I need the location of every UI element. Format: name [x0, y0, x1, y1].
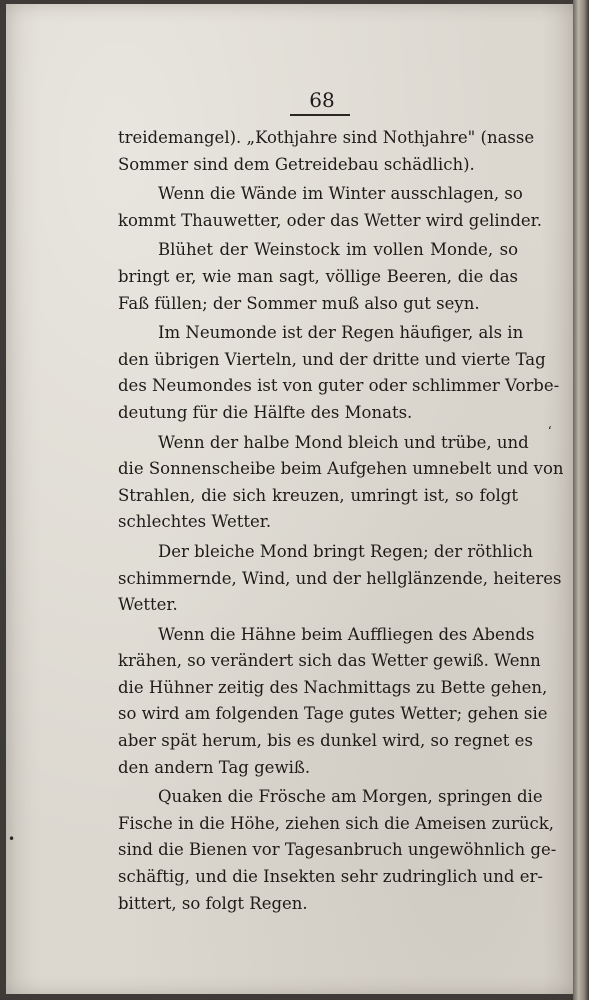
text-line: die Hühner zeitig des Nachmittags zu Bette gehen, — [118, 677, 548, 697]
text-line: Sommer sind dem Getreidebau schädlich). — [118, 154, 475, 174]
text-line: Quaken die Frösche am Morgen, springen die — [158, 787, 543, 807]
text-line: den übrigen Vierteln, und der dritte und vierte Tag — [118, 349, 546, 369]
text-line: bittert, so folgt Regen. — [118, 893, 308, 913]
page-number: 68 — [309, 88, 335, 112]
text-line: bringt er, wie man sagt, völlige Beeren, die das — [118, 266, 518, 286]
paragraph — [118, 784, 557, 917]
text-line: krähen, so verändert sich das Wetter gewiß. Wenn — [118, 651, 541, 671]
text-line: Fische in die Höhe, ziehen sich die Ameisen zurück, — [118, 813, 555, 833]
text-line: Wetter. — [118, 595, 178, 615]
text-line: Blühet der Weinstock im vollen Monde, so — [158, 240, 518, 260]
text-line: Wenn der halbe Mond bleich und trübe, und — [158, 432, 529, 452]
text-line: kommt Thauwetter, oder das Wetter wird gelinder. — [118, 210, 542, 230]
margin-speck: ‘ — [548, 424, 552, 438]
paragraph — [118, 622, 548, 785]
paragraph — [118, 237, 518, 320]
text-line: aber spät herum, bis es dunkel wird, so regnet es — [118, 731, 533, 751]
text-line: schäftig, und die Insekten sehr zudringlich und er- — [118, 867, 543, 887]
book-spine-edge — [573, 0, 589, 1000]
paragraph — [118, 320, 560, 429]
text-line: Im Neumonde ist der Regen häufiger, als in — [158, 323, 524, 343]
text-line: schlechtes Wetter. — [118, 512, 272, 532]
paragraph — [118, 430, 564, 539]
text-line: sind die Bienen vor Tagesanbruch ungewöhnlich ge- — [118, 840, 557, 860]
text-line: Der bleiche Mond bringt Regen; der röthlich — [158, 541, 533, 561]
header-rule — [290, 114, 350, 116]
text-line: Faß füllen; der Sommer muß also gut seyn. — [118, 293, 480, 313]
text-line: des Neumondes ist von guter oder schlimmer Vorbe- — [118, 376, 560, 396]
body-text — [118, 125, 564, 917]
text-line: schimmernde, Wind, und der hellglänzende, heiteres — [118, 568, 562, 588]
text-line: deutung für die Hälfte des Monats. — [118, 402, 413, 422]
text-line: so wird am folgenden Tage gutes Wetter; gehen sie — [118, 704, 548, 724]
paragraph — [118, 125, 535, 181]
text-line: Strahlen, die sich kreuzen, umringt ist, so folgt — [118, 485, 518, 505]
text-line: Wenn die Hähne beim Auffliegen des Abends — [158, 624, 535, 644]
text-line: Wenn die Wände im Winter ausschlagen, so — [158, 184, 523, 204]
paragraph — [118, 539, 562, 622]
text-line: treidemangel). „Kothjahre sind Nothjahre" (nasse — [118, 128, 535, 147]
margin-speck: • — [8, 832, 16, 846]
text-line: die Sonnenscheibe beim Aufgehen umnebelt und von — [118, 459, 564, 479]
paragraph — [118, 181, 542, 237]
text-line: den andern Tag gewiß. — [118, 757, 311, 777]
